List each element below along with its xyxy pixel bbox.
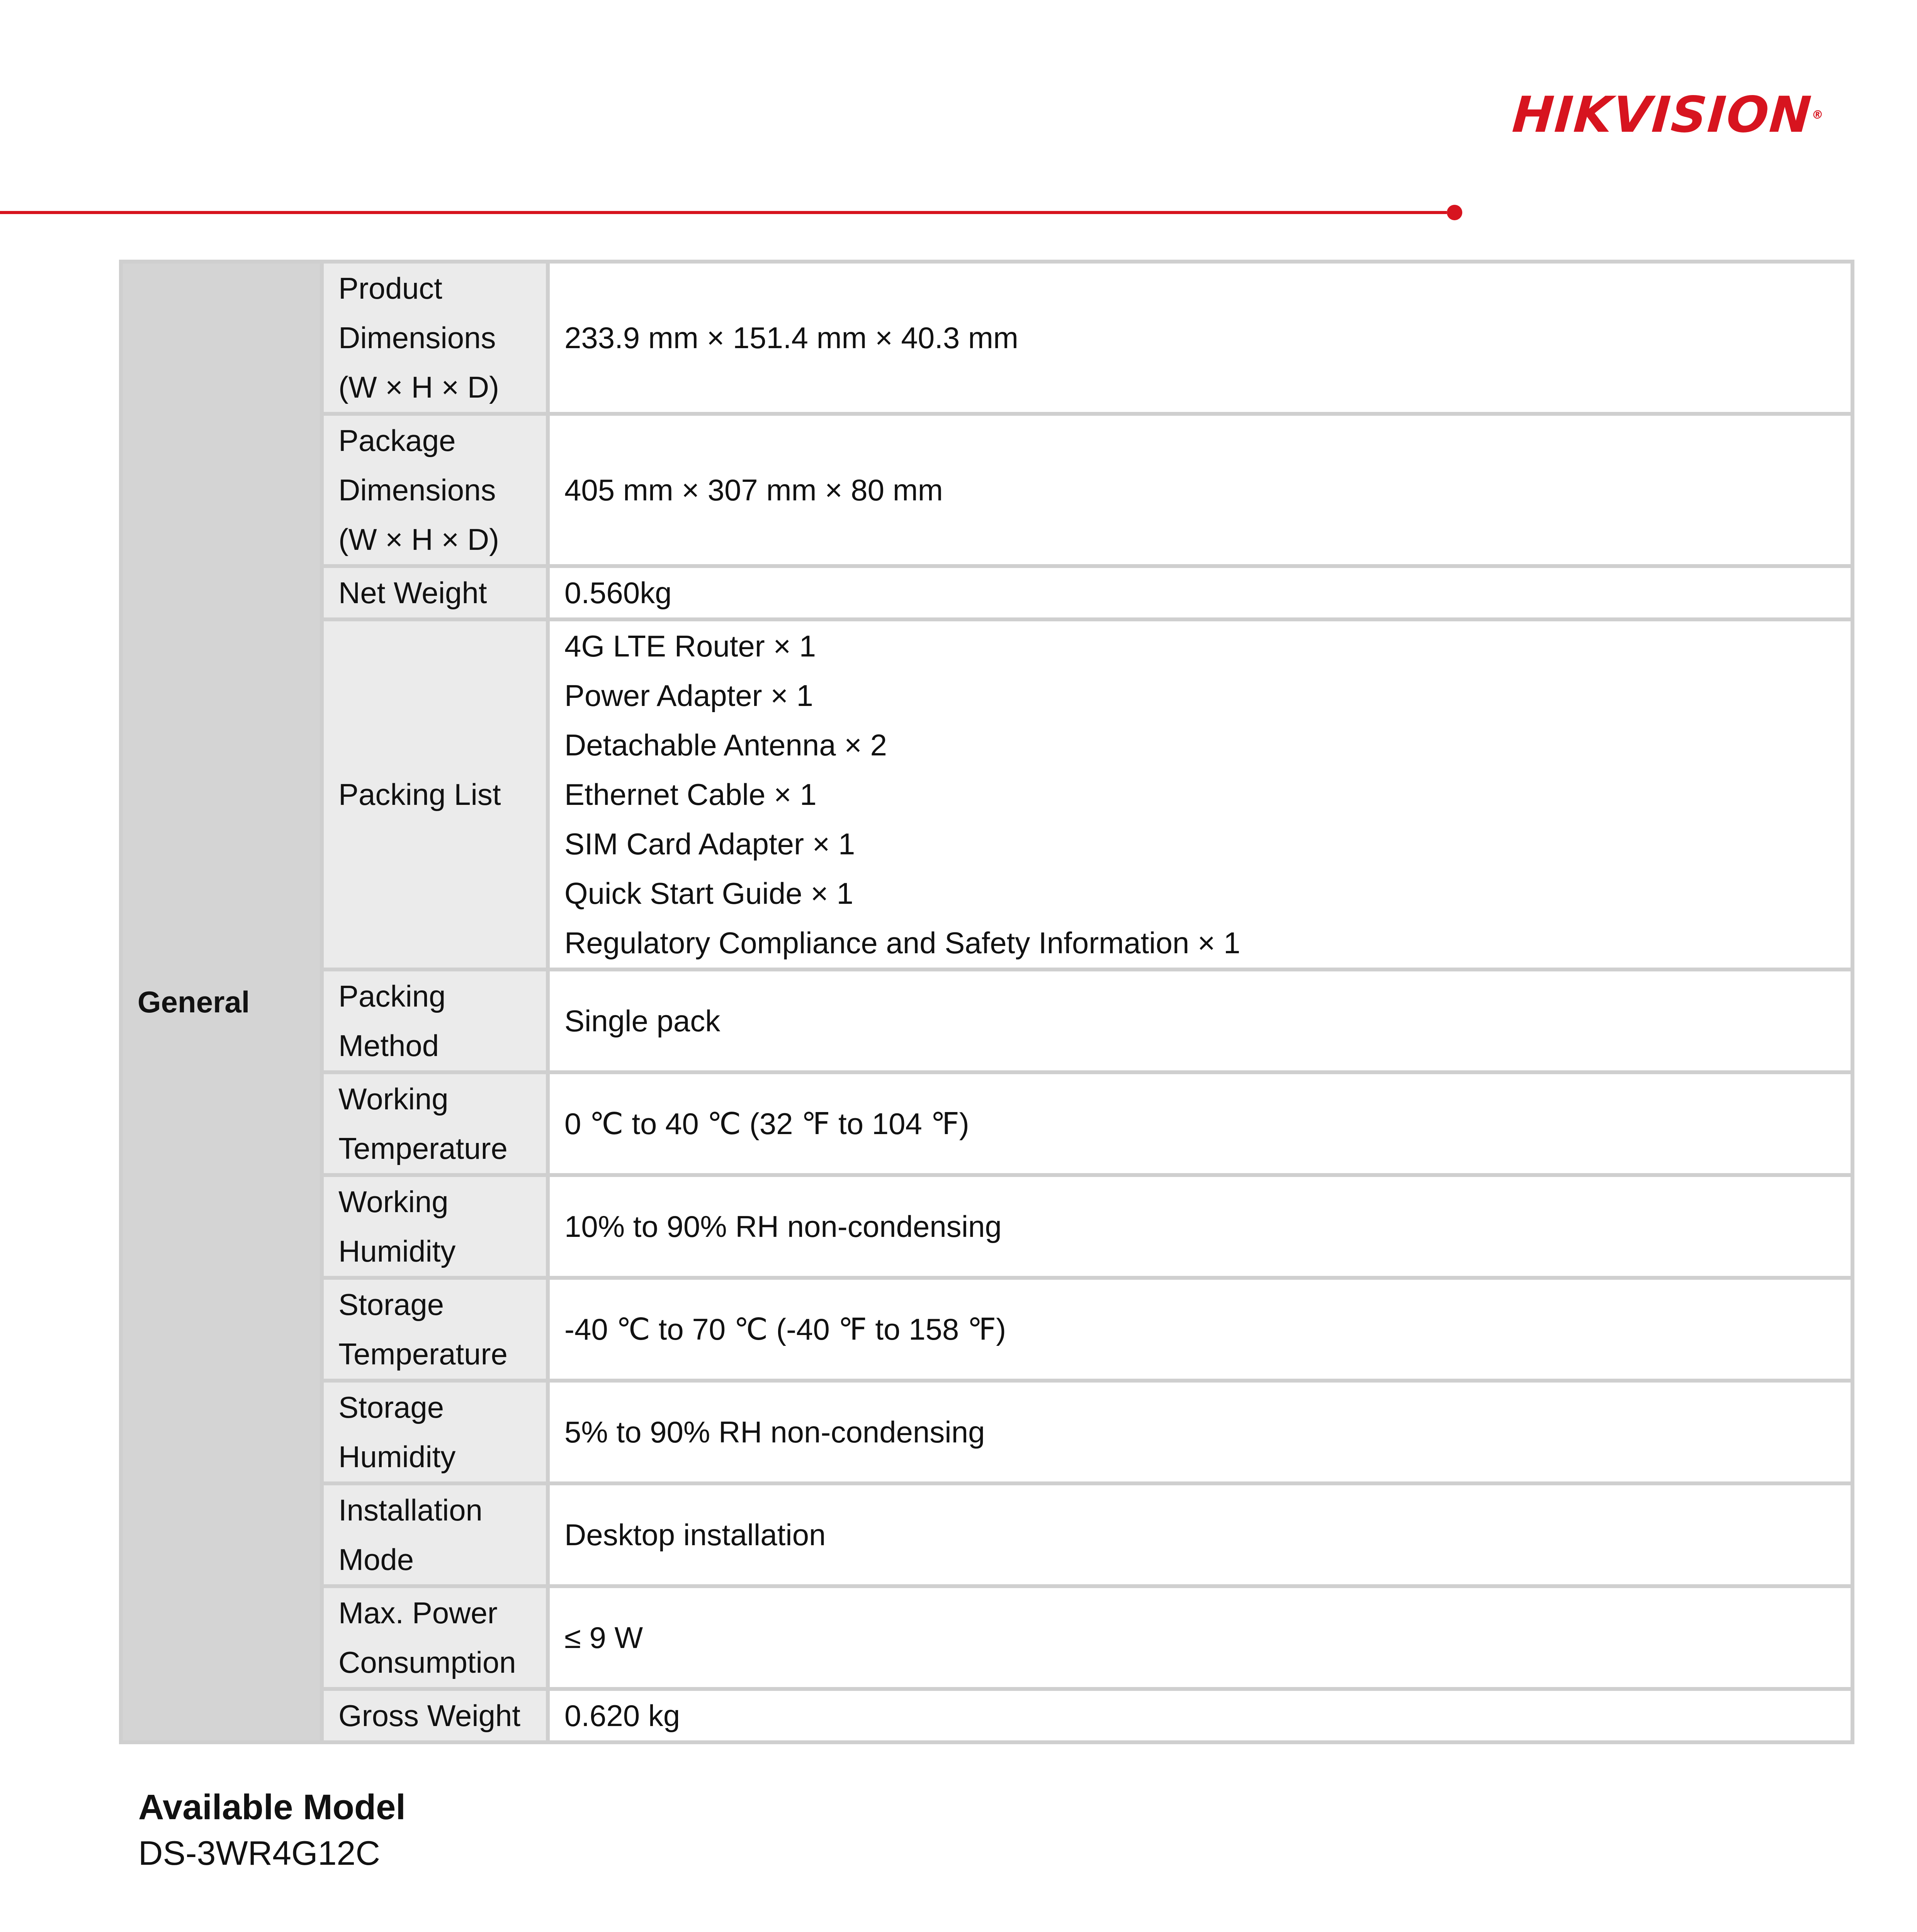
spec-value <box>548 969 1852 1072</box>
spec-value <box>548 1689 1852 1742</box>
spec-value-line: Detachable Antenna × 2 <box>564 728 887 762</box>
spec-label-line: Product <box>338 271 442 305</box>
spec-label-line: Storage <box>338 1390 444 1424</box>
spec-label <box>322 262 548 414</box>
spec-label-line: Installation <box>338 1493 483 1527</box>
spec-value <box>548 1381 1852 1483</box>
spec-value <box>548 1278 1852 1381</box>
spec-value-line: Quick Start Guide × 1 <box>564 876 853 910</box>
spec-label-line: Dimensions <box>338 473 496 507</box>
spec-label-line: (W × H × D) <box>338 370 500 404</box>
spec-row <box>121 414 1852 566</box>
spec-label-line: Method <box>338 1029 439 1063</box>
spec-label-line: Humidity <box>338 1440 456 1474</box>
spec-value-line: 5% to 90% RH non-condensing <box>564 1415 985 1449</box>
spec-value-line: Single pack <box>564 1004 721 1038</box>
spec-row <box>121 1072 1852 1175</box>
spec-label <box>322 1175 548 1278</box>
spec-label <box>322 414 548 566</box>
spec-label-line: Storage <box>338 1287 444 1321</box>
spec-row <box>121 1689 1852 1742</box>
spec-label-line: Working <box>338 1082 449 1116</box>
spec-label <box>322 566 548 619</box>
spec-label <box>322 1072 548 1175</box>
header-rule <box>0 211 1447 214</box>
spec-row <box>121 262 1852 414</box>
spec-value-line: -40 ℃ to 70 ℃ (-40 ℉ to 158 ℉) <box>564 1312 1006 1346</box>
spec-value-line: 0.560kg <box>564 576 672 610</box>
spec-label-line: Net Weight <box>338 576 487 610</box>
spec-label-line: Max. Power <box>338 1596 498 1630</box>
spec-row <box>121 1586 1852 1689</box>
spec-value-line: Power Adapter × 1 <box>564 679 813 713</box>
spec-row <box>121 1278 1852 1381</box>
spec-row <box>121 1381 1852 1483</box>
spec-label-line: Gross Weight <box>338 1699 521 1733</box>
spec-label-line: Working <box>338 1185 449 1219</box>
spec-row <box>121 566 1852 619</box>
spec-group-label: General <box>121 262 322 1742</box>
spec-table <box>119 260 1854 1744</box>
available-model-code: DS-3WR4G12C <box>138 1834 380 1872</box>
spec-label-line: Packing <box>338 979 446 1013</box>
spec-label-line: Package <box>338 423 456 457</box>
spec-value-line: Regulatory Compliance and Safety Information × 1 <box>564 926 1241 960</box>
spec-value <box>548 414 1852 566</box>
spec-label <box>322 969 548 1072</box>
spec-value <box>548 1175 1852 1278</box>
spec-row <box>121 969 1852 1072</box>
spec-value-line: ≤ 9 W <box>564 1621 643 1655</box>
spec-label <box>322 1278 548 1381</box>
spec-label <box>322 619 548 969</box>
spec-value <box>548 619 1852 969</box>
spec-label-line: Temperature <box>338 1131 508 1165</box>
spec-value-line: Ethernet Cable × 1 <box>564 777 817 811</box>
spec-value-line: 0 ℃ to 40 ℃ (32 ℉ to 104 ℉) <box>564 1107 969 1141</box>
spec-label-line: (W × H × D) <box>338 522 500 556</box>
available-model-title: Available Model <box>138 1787 406 1827</box>
spec-value-line: 0.620 kg <box>564 1699 680 1733</box>
spec-value-line: 10% to 90% RH non-condensing <box>564 1209 1002 1243</box>
spec-value-line: 233.9 mm × 151.4 mm × 40.3 mm <box>564 321 1018 355</box>
spec-label-line: Mode <box>338 1543 414 1577</box>
spec-label <box>322 1381 548 1483</box>
spec-value <box>548 1586 1852 1689</box>
spec-label <box>322 1483 548 1586</box>
spec-value-line: 405 mm × 307 mm × 80 mm <box>564 473 943 507</box>
spec-label-line: Humidity <box>338 1234 456 1268</box>
hikvision-logo: HIKVISION® <box>1510 86 1825 144</box>
spec-row <box>121 1175 1852 1278</box>
spec-row <box>121 1483 1852 1586</box>
spec-value <box>548 1483 1852 1586</box>
spec-label-line: Packing List <box>338 777 501 811</box>
spec-value <box>548 566 1852 619</box>
spec-value <box>548 262 1852 414</box>
spec-row <box>121 619 1852 969</box>
spec-label-line: Temperature <box>338 1337 508 1371</box>
spec-value-line: SIM Card Adapter × 1 <box>564 827 855 861</box>
spec-label <box>322 1689 548 1742</box>
header-rule-dot <box>1447 205 1462 220</box>
spec-value <box>548 1072 1852 1175</box>
spec-label-line: Dimensions <box>338 321 496 355</box>
spec-value-line: 4G LTE Router × 1 <box>564 629 816 663</box>
spec-label-line: Consumption <box>338 1645 516 1679</box>
spec-value-line: Desktop installation <box>564 1518 826 1552</box>
spec-label <box>322 1586 548 1689</box>
